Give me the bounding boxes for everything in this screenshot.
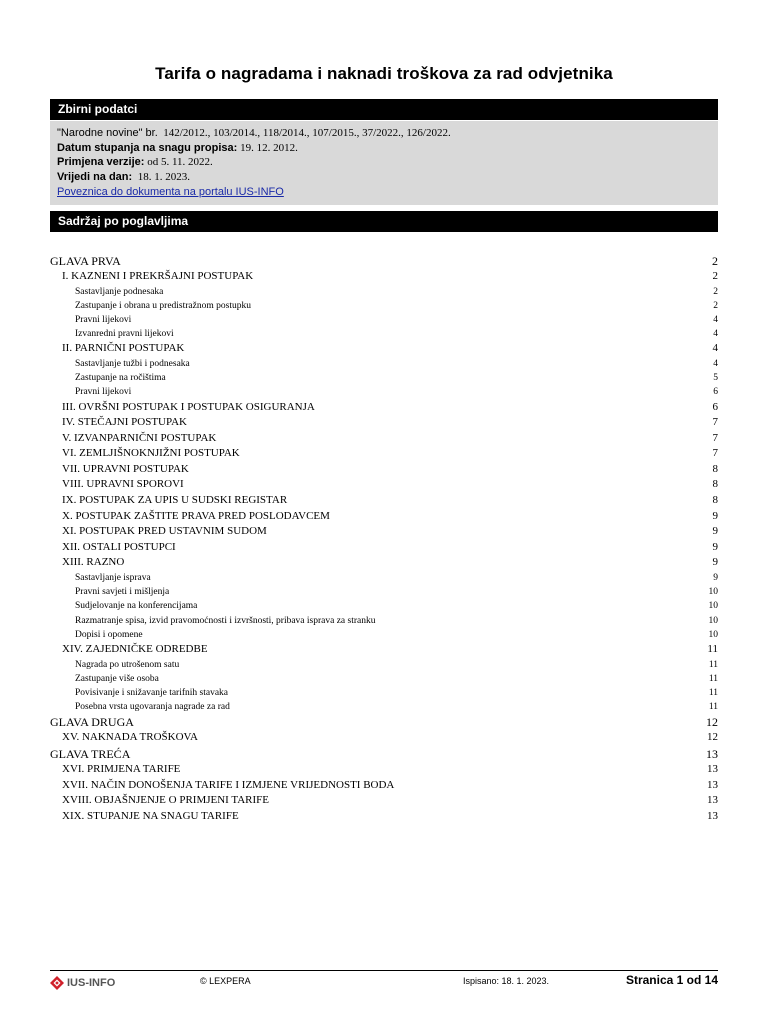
toc-entry-page: 2 xyxy=(713,300,718,311)
gazette-label: "Narodne novine" br. xyxy=(57,127,158,139)
toc-entry-page: 2 xyxy=(713,286,718,297)
toc-entry-page: 11 xyxy=(708,702,718,713)
document-title: Tarifa o nagradama i naknadi troškova za rad odvjetnika xyxy=(155,64,613,83)
toc-entry-title: XIX. STUPANJE NA SNAGU TARIFE xyxy=(62,809,239,822)
toc-entry-page: 2 xyxy=(712,270,718,282)
valid-label: Vrijedi na dan: xyxy=(57,171,133,184)
toc-entry-title: XVI. PRIMJENA TARIFE xyxy=(62,762,181,775)
toc-entry[interactable] xyxy=(50,809,718,825)
toc-entry-title: Sastavljanje podnesaka xyxy=(75,286,164,297)
toc-entry-page: 8 xyxy=(712,494,718,507)
toc-entry[interactable] xyxy=(50,327,718,341)
toc-entry[interactable] xyxy=(50,253,718,269)
table-of-contents xyxy=(50,253,718,824)
toc-entry[interactable] xyxy=(50,446,718,462)
toc-entry[interactable] xyxy=(50,658,718,672)
toc-entry-page: 7 xyxy=(712,416,718,429)
toc-entry[interactable] xyxy=(50,509,718,525)
toc-entry-title: GLAVA PRVA xyxy=(50,254,121,268)
toc-entry-page: 4 xyxy=(713,329,718,340)
toc-entry-page: 11 xyxy=(708,673,718,684)
toc-entry-page: 8 xyxy=(712,478,718,491)
gazette-value: 142/2012., 103/2014., 118/2014., 107/2015., 37/2022., 126/2022. xyxy=(163,127,451,139)
ius-info-logo xyxy=(50,975,115,991)
toc-entry[interactable] xyxy=(50,714,718,730)
toc-entry[interactable] xyxy=(50,540,718,556)
toc-entry[interactable] xyxy=(50,493,718,509)
toc-entry[interactable] xyxy=(50,477,718,493)
toc-entry-page: 10 xyxy=(708,615,718,626)
toc-entry-page: 12 xyxy=(707,731,718,744)
toc-entry[interactable] xyxy=(50,642,718,658)
toc-entry-page: 4 xyxy=(713,314,718,325)
toc-header: Sadržaj po poglavljima xyxy=(50,211,718,232)
toc-entry-title: Pravni lijekovi xyxy=(75,314,132,325)
toc-entry[interactable] xyxy=(50,524,718,540)
toc-entry[interactable] xyxy=(50,746,718,762)
toc-entry[interactable] xyxy=(50,793,718,809)
toc-entry[interactable] xyxy=(50,628,718,642)
toc-entry[interactable] xyxy=(50,585,718,599)
toc-entry-page: 10 xyxy=(708,601,718,612)
effective-label: Datum stupanja na snagu propisa: xyxy=(57,141,238,154)
toc-entry-title: II. PARNIČNI POSTUPAK xyxy=(62,342,185,355)
toc-entry[interactable] xyxy=(50,400,718,416)
toc-entry-title: V. IZVANPARNIČNI POSTUPAK xyxy=(62,431,217,444)
toc-entry-page: 11 xyxy=(708,659,718,670)
valid-line xyxy=(57,170,718,185)
valid-value: 18. 1. 2023. xyxy=(137,171,190,184)
footer-copyright: © LEXPERA xyxy=(200,976,251,986)
toc-entry-page: 8 xyxy=(712,462,718,475)
toc-entry-title: VIII. UPRAVNI SPOROVI xyxy=(62,478,184,491)
toc-entry[interactable] xyxy=(50,686,718,700)
summary-box xyxy=(50,121,718,205)
footer-divider xyxy=(50,970,718,971)
toc-entry-page: 7 xyxy=(712,431,718,444)
toc-entry-page: 10 xyxy=(708,629,718,640)
toc-entry[interactable] xyxy=(50,555,718,571)
toc-entry-title: Sudjelovanje na konferencijama xyxy=(75,601,198,612)
toc-entry[interactable] xyxy=(50,341,718,357)
toc-entry-title: GLAVA TREĆA xyxy=(50,746,131,761)
toc-entry-page: 4 xyxy=(713,358,718,369)
toc-entry-title: XII. OSTALI POSTUPCI xyxy=(62,540,176,553)
toc-entry-page: 13 xyxy=(707,794,718,807)
toc-entry-page: 12 xyxy=(706,715,718,730)
toc-entry-page: 9 xyxy=(712,540,718,553)
gazette-line xyxy=(57,126,718,141)
toc-entry-page: 9 xyxy=(713,573,718,584)
toc-entry-title: I. KAZNENI I PREKRŠAJNI POSTUPAK xyxy=(62,270,254,282)
toc-entry-title: Razmatranje spisa, izvid pravomoćnosti i izvršnosti, pribava isprava za stranku xyxy=(75,615,376,626)
version-line xyxy=(57,155,718,170)
toc-entry[interactable] xyxy=(50,371,718,385)
toc-entry-title: Sastavljanje tužbi i podnesaka xyxy=(75,358,190,369)
toc-entry-page: 13 xyxy=(707,809,718,822)
toc-entry[interactable] xyxy=(50,571,718,585)
toc-entry[interactable] xyxy=(50,299,718,313)
toc-entry-page: 4 xyxy=(712,342,718,355)
toc-entry-title: XV. NAKNADA TROŠKOVA xyxy=(62,731,198,744)
toc-entry[interactable] xyxy=(50,762,718,778)
toc-entry-title: XI. POSTUPAK PRED USTAVNIM SUDOM xyxy=(62,525,267,538)
toc-entry[interactable] xyxy=(50,672,718,686)
toc-entry[interactable] xyxy=(50,269,718,285)
toc-entry[interactable] xyxy=(50,357,718,371)
toc-entry[interactable] xyxy=(50,700,718,714)
toc-entry-title: IX. POSTUPAK ZA UPIS U SUDSKI REGISTAR xyxy=(62,494,288,507)
toc-entry-title: Zastupanje više osoba xyxy=(75,673,159,684)
toc-entry-title: GLAVA DRUGA xyxy=(50,715,134,730)
toc-entry-title: IV. STEČAJNI POSTUPAK xyxy=(62,416,188,429)
toc-entry-title: XVIII. OBJAŠNJENJE O PRIMJENI TARIFE xyxy=(62,794,270,807)
toc-entry-page: 10 xyxy=(708,587,718,598)
toc-entry-page: 13 xyxy=(706,746,718,761)
toc-entry-title: Pravni lijekovi xyxy=(75,387,132,398)
version-value: od 5. 11. 2022. xyxy=(147,156,213,169)
toc-entry-page: 2 xyxy=(712,254,718,268)
toc-entry[interactable] xyxy=(50,385,718,399)
toc-entry-title: III. OVRŠNI POSTUPAK I POSTUPAK OSIGURANJA xyxy=(62,400,315,413)
portal-link[interactable]: Poveznica do dokumenta na portalu IUS-INFO xyxy=(57,185,284,198)
toc-entry[interactable] xyxy=(50,313,718,327)
toc-entry-title: Pravni savjeti i mišljenja xyxy=(75,587,170,598)
toc-entry-page: 9 xyxy=(712,556,718,569)
toc-entry[interactable] xyxy=(50,462,718,478)
page-number: Stranica 1 od 14 xyxy=(625,973,718,987)
toc-entry-title: Zastupanje na ročištima xyxy=(75,373,166,384)
toc-entry-title: X. POSTUPAK ZAŠTITE PRAVA PRED POSLODAVCEM xyxy=(62,509,330,522)
toc-entry-title: XIV. ZAJEDNIČKE ODREDBE xyxy=(62,642,208,655)
toc-entry-page: 5 xyxy=(713,373,718,384)
toc-entry[interactable] xyxy=(50,730,718,746)
summary-header: Zbirni podatci xyxy=(50,99,718,120)
toc-entry-title: Izvanredni pravni lijekovi xyxy=(75,329,174,340)
toc-entry[interactable] xyxy=(50,431,718,447)
toc-entry-page: 6 xyxy=(713,387,718,398)
toc-entry[interactable] xyxy=(50,415,718,431)
toc-entry-title: Posebna vrsta ugovaranja nagrade za rad xyxy=(75,702,230,713)
toc-entry-page: 6 xyxy=(712,400,718,413)
effective-value: 19. 12. 2012. xyxy=(240,141,298,154)
toc-entry-title: Sastavljanje isprava xyxy=(75,573,151,584)
toc-entry-page: 13 xyxy=(707,762,718,775)
toc-entry[interactable] xyxy=(50,778,718,794)
toc-entry-page: 9 xyxy=(712,509,718,522)
toc-entry-title: Dopisi i opomene xyxy=(75,629,143,640)
toc-entry-page: 11 xyxy=(708,687,718,698)
effective-line xyxy=(57,141,718,156)
toc-entry-title: XIII. RAZNO xyxy=(62,556,125,569)
toc-entry-title: XVII. NAČIN DONOŠENJA TARIFE I IZMJENE VRIJEDNOSTI BODA xyxy=(62,778,395,791)
toc-entry-page: 13 xyxy=(707,778,718,791)
toc-entry-title: VII. UPRAVNI POSTUPAK xyxy=(62,462,189,475)
logo-text: IUS-INFO xyxy=(67,977,116,989)
footer-printed-date: Ispisano: 18. 1. 2023. xyxy=(463,976,550,986)
toc-entry-page: 7 xyxy=(712,447,718,460)
toc-entry-title: Povisivanje i snižavanje tarifnih stavaka xyxy=(75,687,229,698)
toc-entry-page: 9 xyxy=(712,525,718,538)
version-label: Primjena verzije: xyxy=(57,156,145,169)
toc-entry[interactable] xyxy=(50,614,718,628)
toc-entry[interactable] xyxy=(50,599,718,613)
ius-info-logo-icon xyxy=(50,976,64,990)
toc-entry[interactable] xyxy=(50,285,718,299)
toc-entry-page: 11 xyxy=(707,642,718,655)
toc-entry-title: Zastupanje i obrana u predistražnom postupku xyxy=(75,300,251,311)
toc-entry-title: Nagrada po utrošenom satu xyxy=(75,659,180,670)
toc-entry-title: VI. ZEMLJIŠNOKNJIŽNI POSTUPAK xyxy=(62,447,240,460)
